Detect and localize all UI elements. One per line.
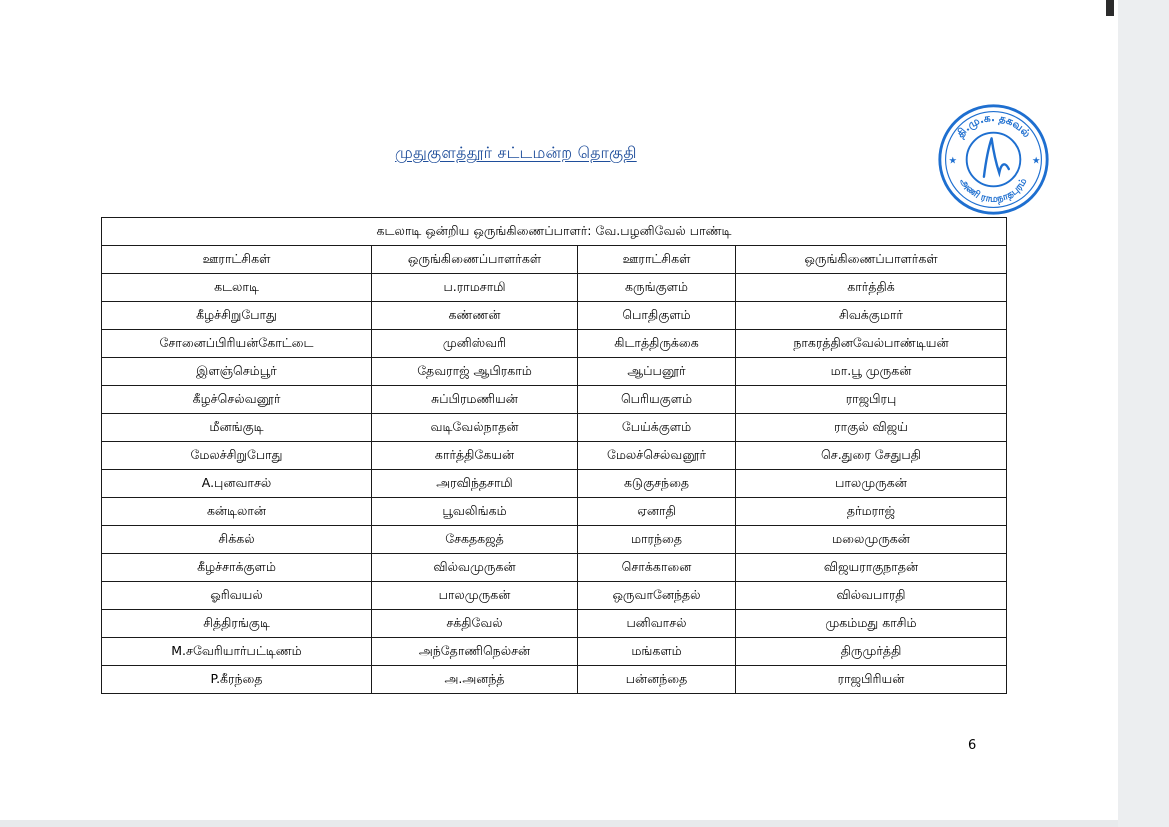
column-header: ஒருங்கிணைப்பாளர்கள் [736,246,1007,274]
table-row [102,358,1007,386]
table-row [102,414,1007,442]
table-cell: பாலமுருகன் [372,582,578,610]
column-header: ஊராட்சிகள் [102,246,372,274]
table-cell: ஆப்பனூர் [578,358,736,386]
table-cell: மேலச்சிறுபோது [102,442,372,470]
table-cell: அரவிந்தசாமி [372,470,578,498]
table-cell: அ.அனந்த் [372,666,578,694]
table-row [102,386,1007,414]
scan-border-right [1118,0,1169,827]
page-number: 6 [968,738,977,753]
table-row [102,610,1007,638]
table-cell: கீழச்சாக்குளம் [102,554,372,582]
table-cell: பேய்க்குளம் [578,414,736,442]
table-cell: M.சவேரியார்பட்டிணம் [102,638,372,666]
table-cell: இளஞ்செம்பூர் [102,358,372,386]
table-cell: கண்ணன் [372,302,578,330]
column-header: ஒருங்கிணைப்பாளர்கள் [372,246,578,274]
table-cell: அந்தோணிநெல்சன் [372,638,578,666]
table-row [102,274,1007,302]
table-cell: பாலமுருகன் [736,470,1007,498]
table-cell: வடிவேல்நாதன் [372,414,578,442]
table-cell: கடுகுசந்தை [578,470,736,498]
scan-marker [1106,0,1114,16]
dmk-seal-icon [936,102,1051,217]
table-cell: பெரியகுளம் [578,386,736,414]
table-cell: வில்வபாரதி [736,582,1007,610]
table-cell: கருங்குளம் [578,274,736,302]
table-row [102,498,1007,526]
table-row [102,330,1007,358]
table-cell: ஓரிவயல் [102,582,372,610]
table-cell: தர்மராஜ் [736,498,1007,526]
table-cell: கன்டிலான் [102,498,372,526]
table-cell: திருமுர்த்தி [736,638,1007,666]
table-title-row [102,218,1007,246]
table-cell: மீனங்குடி [102,414,372,442]
coordinators-table [101,217,1007,694]
table-row [102,442,1007,470]
table-cell: சக்திவேல் [372,610,578,638]
table-row [102,470,1007,498]
table-cell: மலைமுருகன் [736,526,1007,554]
table-row [102,526,1007,554]
table-row [102,554,1007,582]
table-cell: சொக்கானை [578,554,736,582]
table-cell: கடலாடி [102,274,372,302]
table-cell: சித்திரங்குடி [102,610,372,638]
table-cell: மேலச்செல்வனூர் [578,442,736,470]
table-cell: தேவராஜ் ஆபிரகாம் [372,358,578,386]
table-row [102,638,1007,666]
table-row [102,302,1007,330]
table-cell: சுப்பிரமணியன் [372,386,578,414]
table-cell: மாரந்தை [578,526,736,554]
table-cell: P.கீரந்தை [102,666,372,694]
table-cell: கீழச்சிறுபோது [102,302,372,330]
page-title: முதுகுளத்தூர் சட்டமன்ற தொகுதி [395,143,637,162]
scan-border-bottom [0,820,1118,827]
table-cell: ராகுல் விஜய் [736,414,1007,442]
table-cell: ராஜபிரியன் [736,666,1007,694]
table-cell: சிக்கல் [102,526,372,554]
table-cell: ஏனாதி [578,498,736,526]
table-cell: சேகதகஜத் [372,526,578,554]
table-title: கடலாடி ஒன்றிய ஒருங்கிணைப்பாளர்: வே.பழனிவேல் பாண்டி [102,218,1007,246]
table-cell: வில்வமுருகன் [372,554,578,582]
table-cell: பன்னந்தை [578,666,736,694]
table-cell: பனிவாசல் [578,610,736,638]
table-cell: பூவலிங்கம் [372,498,578,526]
table-row [102,582,1007,610]
svg-text:★: ★ [1031,155,1041,167]
table-header-row [102,246,1007,274]
table-row [102,666,1007,694]
table-cell: செ.துரை சேதுபதி [736,442,1007,470]
table-cell: கீழச்செல்வனூர் [102,386,372,414]
seal-text-bottom: அணி ராமநாதபுரம் [957,176,1030,205]
table-cell: மா.பூ முருகன் [736,358,1007,386]
table-cell: பொதிகுளம் [578,302,736,330]
column-header: ஊராட்சிகள் [578,246,736,274]
table-cell: முகம்மது காசிம் [736,610,1007,638]
table-cell: விஜயராகுநாதன் [736,554,1007,582]
table-cell: சிவக்குமார் [736,302,1007,330]
table-cell: சோனைப்பிரியன்கோட்டை [102,330,372,358]
table-cell: ப.ராமசாமி [372,274,578,302]
table-cell: நாகரத்தினவேல்பாண்டியன் [736,330,1007,358]
table-cell: ராஜபிரபு [736,386,1007,414]
table-cell: கார்த்திக் [736,274,1007,302]
table-cell: கார்த்திகேயன் [372,442,578,470]
table-cell: A.புனவாசல் [102,470,372,498]
table-cell: கிடாத்திருக்கை [578,330,736,358]
table-cell: மங்களம் [578,638,736,666]
table-cell: முனிஸ்வரி [372,330,578,358]
seal-text-top: தி.மு.க. தகவல் [954,112,1033,141]
table-cell: ஒருவானேந்தல் [578,582,736,610]
svg-text:★: ★ [948,155,958,167]
